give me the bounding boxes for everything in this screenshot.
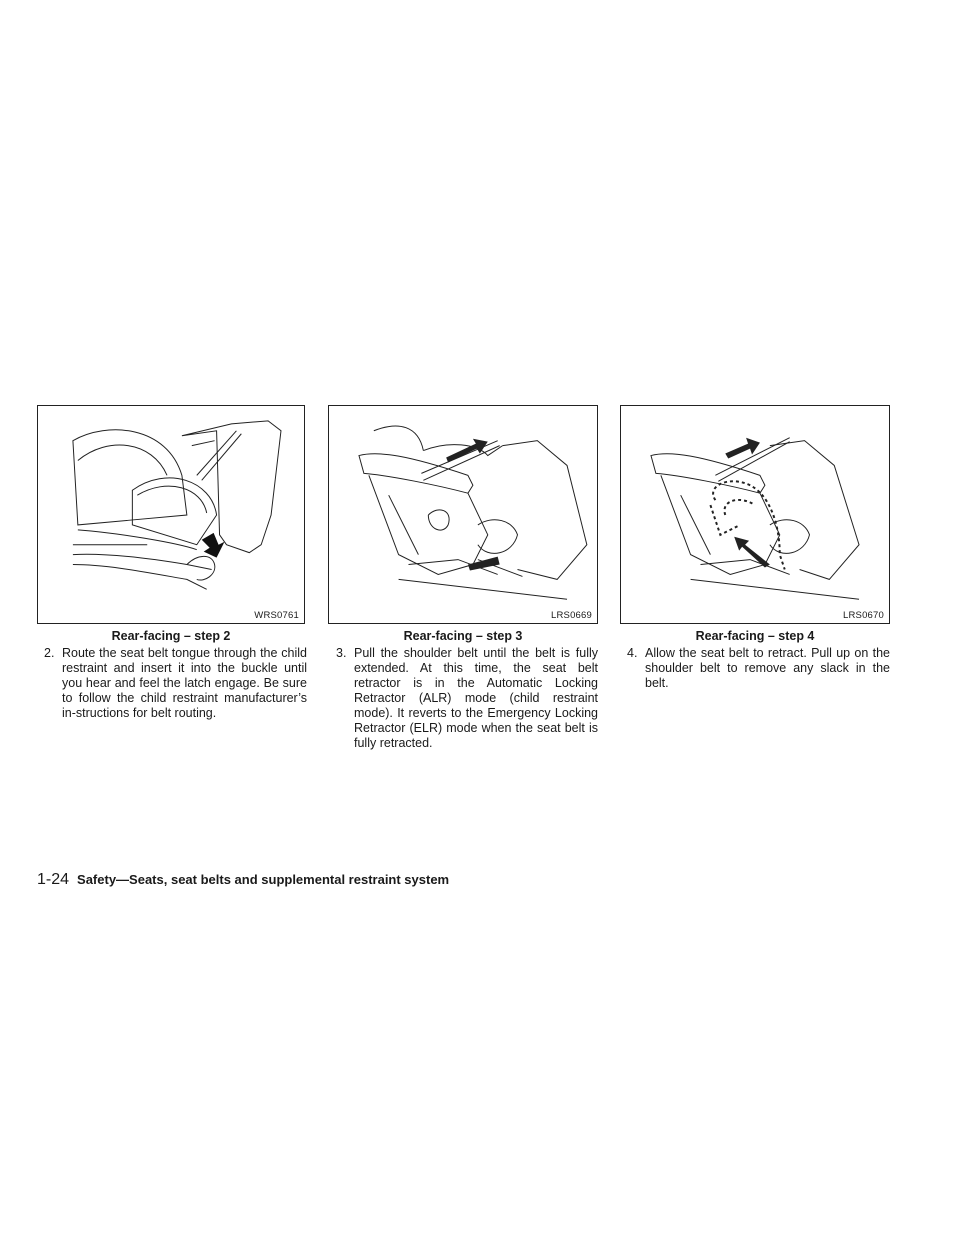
step-text: Allow the seat belt to retract. Pull up on the shoulder belt to remove any slack in the belt. xyxy=(645,646,890,690)
child-seat-buckle-illustration xyxy=(38,406,304,623)
figure-caption: Rear-facing – step 4 xyxy=(695,629,815,643)
belt-retract-illustration xyxy=(621,406,889,623)
step-number: 4. xyxy=(627,646,638,660)
step-item xyxy=(44,646,307,721)
page-number: 1-24 xyxy=(37,871,70,888)
step-number: 2. xyxy=(44,646,55,660)
figure-rear-facing-step-3 xyxy=(328,405,598,624)
figure-caption: Rear-facing – step 3 xyxy=(403,629,523,643)
step-number: 3. xyxy=(336,646,347,660)
section-title: Safety—Seats, seat belts and supplemental restraint system xyxy=(77,872,450,887)
step-item xyxy=(336,646,598,751)
shoulder-belt-extend-illustration xyxy=(329,406,597,623)
step-text: Route the seat belt tongue through the child restraint and insert it into the buckle until you hear and feel the latch engage. Be sure to follow the child restraint manufacturer’s in-structions for belt routing. xyxy=(62,646,307,720)
step-text: Pull the shoulder belt until the belt is fully extended. At this time, the seat belt retractor is in the Automatic Locking Retractor (ALR) mode (child restraint mode). It reverts to the Emergency Locking Retractor (ELR) mode when the seat belt is fully retracted. xyxy=(354,646,598,750)
page-footer xyxy=(37,871,449,889)
figure-code: LRS0670 xyxy=(842,610,884,621)
figure-code: LRS0669 xyxy=(550,610,592,621)
figure-rear-facing-step-2 xyxy=(37,405,305,624)
figure-rear-facing-step-4 xyxy=(620,405,890,624)
figure-caption: Rear-facing – step 2 xyxy=(111,629,231,643)
figure-code: WRS0761 xyxy=(254,610,299,621)
step-item xyxy=(627,646,890,691)
